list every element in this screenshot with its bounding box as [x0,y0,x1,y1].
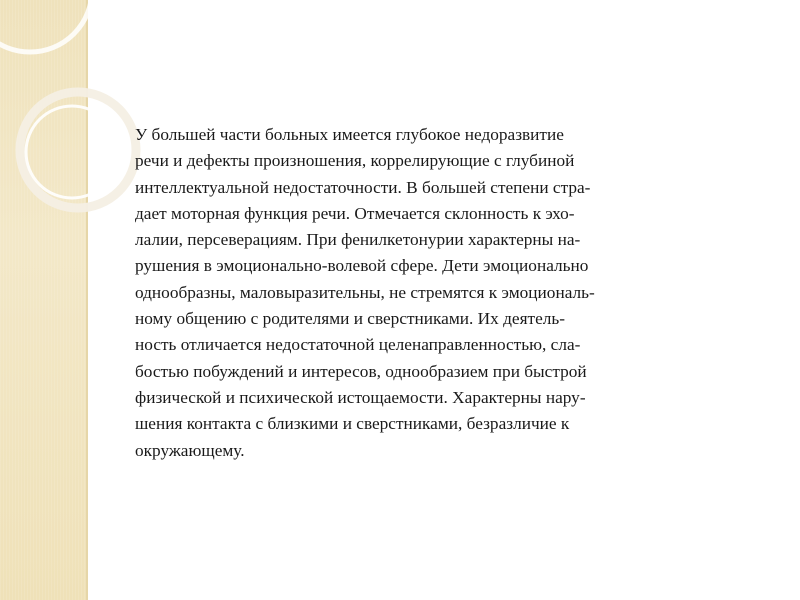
paragraph-line: ному общению с родителями и сверстниками. Их деятель- [135,309,565,329]
paragraph-line: физической и психической истощаемости. Характерны нару- [135,387,586,407]
side-band-edge [86,0,88,600]
paragraph-line: окружающему. [135,440,245,460]
paragraph-line: У большей части больных имеется глубокое недоразвитие [135,125,564,144]
paragraph-line: дает моторная функция речи. Отмечается склонность к эхо- [135,203,575,223]
paragraph-line: интеллектуальной недостаточности. В большей степени стра- [135,177,591,197]
paragraph-line: однообразны, маловыразительны, не стремятся к эмоциональ- [135,282,595,302]
paragraph-line: ность отличается недостаточной целенаправленностью, сла- [135,335,581,355]
decorative-side-band [0,0,86,600]
paragraph-line: рушения в эмоционально-волевой сфере. Дети эмоционально [135,256,589,276]
paragraph-line: лалии, персеверациям. При фенилкетонурии характерны на- [135,230,581,250]
body-paragraph [135,122,735,464]
paragraph-line: шения контакта с близкими и сверстниками, безразличие к [135,414,570,434]
paragraph-line: бостью побуждений и интересов, однообразием при быстрой [135,361,587,381]
paragraph-line: речи и дефекты произношения, коррелирующие с глубиной [135,151,575,171]
